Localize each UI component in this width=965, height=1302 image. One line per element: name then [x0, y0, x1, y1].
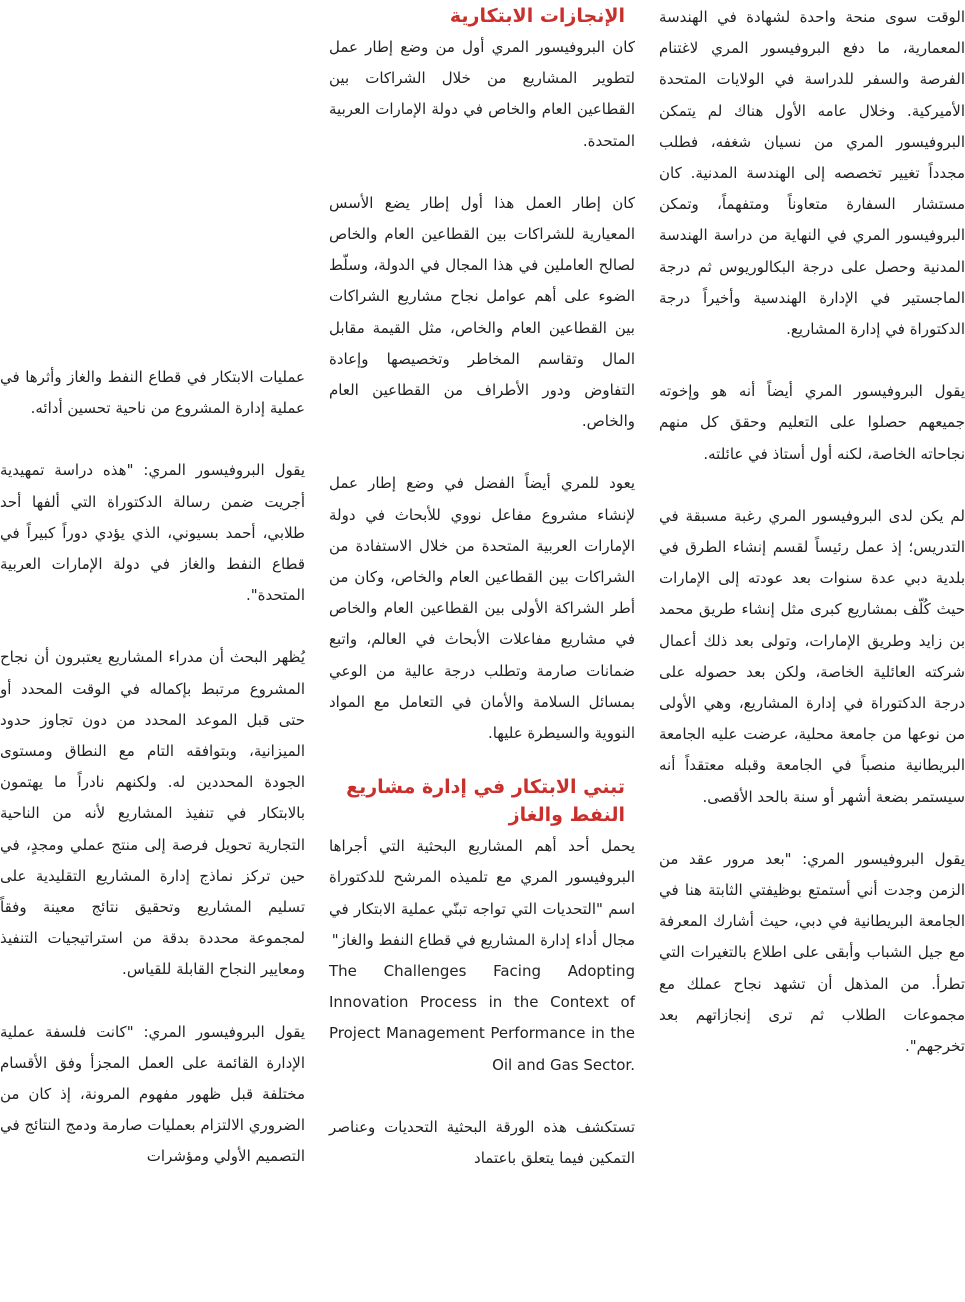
section-heading-innovative-achievements: الإنجازات الابتكارية: [449, 5, 625, 27]
paragraph: يحمل أحد أهم المشاريع البحثية التي أجراها البروفيسور المري مع تلميذه المرشح للدكتوراة اسم "التحديات التي تواجه تبنّي عملية الابتكار في مجال أداء إدارة المشاريع في قطاع النفط والغاز": [329, 837, 635, 949]
article-column-1: [659, 2, 965, 1062]
paragraph: يقول البروفيسور المري أيضاً أنه هو وإخوته جميعهم حصلوا على التعليم وحقق كل منهم نجاحاته الخاصة، لكنه أول أستاذ في عائلته.: [659, 382, 965, 463]
paragraph: يقول البروفيسور المري: "هذه دراسة تمهيدية أجريت ضمن رسالة الدكتوراة التي ألفها أحد طلابي، أحمد بسيوني، الذي يؤدي دوراً كبيراً في قطاع النفط والغاز في دولة الإمارات العربية المتحدة".: [0, 461, 305, 605]
paragraph: يعود للمري أيضاً الفضل في وضع إطار عمل لإنشاء مشروع مفاعل نووي للأبحاث في دولة الإمارات العربية المتحدة من خلال الاستفادة من الشراكات بين القطاعين العام والخاص، وكان من أطر الشراكة الأولى بين القطاعين العام والخاص في مشاريع مفاعلات الأبحاث في العالم، واتبع ضمانات صارمة وتطلب درجة عالية من الوعي بمسائل السلامة والأمان في التعامل مع المواد النووية والسيطرة عليها.: [329, 474, 635, 743]
article-column-3: [0, 362, 305, 1173]
article-column-2: [329, 2, 635, 1174]
paragraph: لم يكن لدى البروفيسور المري رغبة مسبقة في التدريس؛ إذ عمل رئيساً لقسم إنشاء الطرق في بلدية دبي عدة سنوات بعد عودته إلى الإمارات حيث كُلّف بمشاريع كبرى مثل إنشاء طريق محمد بن زايد وطريق الإمارات، وتولى بعد ذلك أعمال شركته العائلية الخاصة، ولكن بعد حصوله على درجة الدكتوراة في إدارة المشاريع، وهي الأولى من نوعها من جامعة محلية، عرضت عليه الجامعة البريطانية منصباً في الجامعة وقبله معتقداً أنه سيستمر بضعة أشهر أو سنة بالحد الأقصى.: [659, 506, 965, 806]
english-thesis-title: The Challenges Facing Adopting Innovation Process in the Context of Project Management Performance in the Oil and Gas Sector.: [329, 962, 635, 1074]
paragraph: يقول البروفيسور المري: "بعد مرور عقد من الزمن وجدت أني أستمتع بوظيفتي الثابتة هنا في الجامعة البريطانية في دبي، حيث أشارك المعرفة مع جيل الشباب وأبقى على اطلاع بالتغيرات التي تطرأ. من المذهل أن تشهد نجاح عملك مع مجموعات الطلاب ثم ترى إنجازاتهم بعد تخرجهم".: [659, 849, 965, 1056]
paragraph: كان إطار العمل هذا أول إطار يضع الأسس المعيارية للشراكات بين القطاعين العام والخاص لصالح العاملين في هذا المجال في الدولة، وسلّط الضوء على أهم عوامل نجاح مشاريع الشراكات بين القطاعين العام والخاص، مثل القيمة مقابل المال وتقاسم المخاطر وتخصيصها وإعادة التفاوض ودور الأطراف من القطاعين العام والخاص.: [329, 193, 635, 431]
paragraph: الوقت سوى منحة واحدة لشهادة في الهندسة المعمارية، ما دفع البروفيسور المري لاغتنام الفرصة والسفر للدراسة في الولايات المتحدة الأميركية. وخلال عامه الأول هناك لم يتمكن البروفيسور المري من نسيان شغفه، فطلب مجدداً تغيير تخصصه إلى الهندسة المدنية. كان مستشار السفارة متعاوناً ومتفهماً، وتمكن البروفيسور المري في النهاية من دراسة الهندسة المدنية وحصل على درجة البكالوريوس ثم درجة الماجستير في الإدارة الهندسية وأخيراً درجة الدكتوراة في إدارة المشاريع.: [659, 8, 965, 339]
paragraph: تستكشف هذه الورقة البحثية التحديات وعناصر التمكين فيما يتعلق باعتماد: [329, 1117, 635, 1168]
paragraph: كان البروفيسور المري أول من وضع إطار عمل لتطوير المشاريع من خلال الشراكات بين القطاعين العام والخاص في دولة الإمارات العربية المتحدة.: [329, 38, 635, 150]
paragraph: عمليات الابتكار في قطاع النفط والغاز وأثرها في عملية إدارة المشروع من ناحية تحسين أدائه.: [0, 368, 305, 418]
section-heading-oil-gas-innovation: تبني الابتكار في إدارة مشاريع النفط والغاز: [346, 776, 625, 827]
paragraph: يُظهر البحث أن مدراء المشاريع يعتبرون أن نجاح المشروع مرتبط بإكماله في الوقت المحدد أو حتى قبل الموعد المحدد من دون تجاوز حدود الميزانية، وبتوافقه التام مع النطاق ومستوى الجودة المحددين له. ولكنهم نادراً ما يهتمون بالابتكار في تنفيذ المشاريع لأنه من الناحية التجارية تحويل فرصة إلى منتج عملي ومجدٍ، في حين تركز نماذج إدارة المشاريع التقليدية على تسليم المشاريع وتحقيق نتائج معينة وفقاً لمجموعة محددة بدقة من استراتيجيات التنفيذ ومعايير النجاح القابلة للقياس.: [0, 648, 305, 979]
paragraph: يقول البروفيسور المري: "كانت فلسفة عملية الإدارة القائمة على العمل المجزأ وفق الأقسام مختلفة قبل ظهور مفهوم المرونة، إذ كان من الضروري الالتزام بعمليات صارمة ودمج النتائج في التصميم الأولي ومؤشرات: [0, 1022, 305, 1166]
